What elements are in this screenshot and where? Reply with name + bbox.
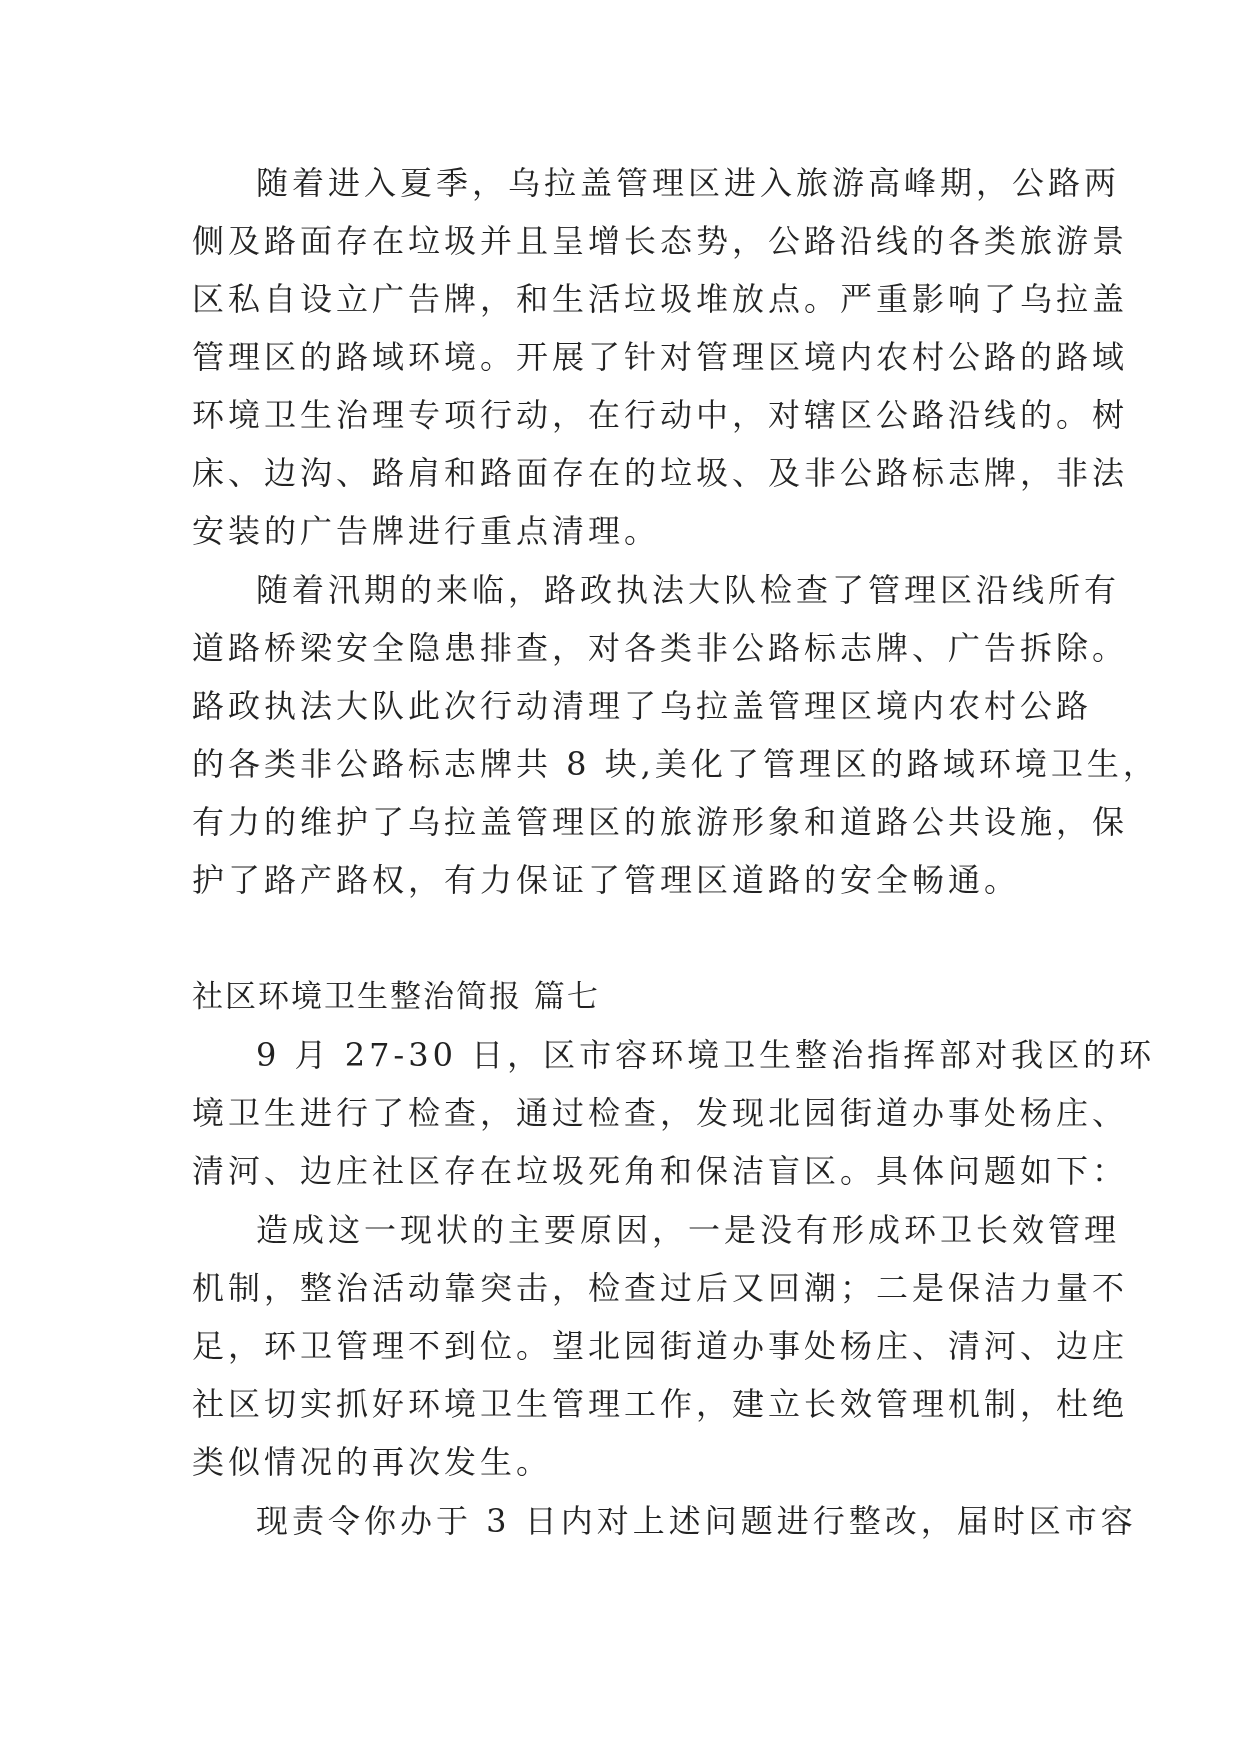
paragraph-1-line-5: 环境卫生治理专项行动，在行动中，对辖区公路沿线的。树 xyxy=(192,396,1129,434)
paragraph-2-line-1: 随着汛期的来临，路政执法大队检查了管理区沿线所有 xyxy=(256,571,1121,609)
paragraph-3-line-2: 境卫生进行了检查，通过检查，发现北园街道办事处杨庄、 xyxy=(192,1094,1129,1132)
paragraph-1-line-4: 管理区的路域环境。开展了针对管理区境内农村公路的路域 xyxy=(192,338,1129,376)
paragraph-1-line-3: 区私自设立广告牌，和生活垃圾堆放点。严重影响了乌拉盖 xyxy=(192,280,1129,318)
paragraph-4-line-5: 类似情况的再次发生。 xyxy=(192,1443,553,1481)
paragraph-4-line-3: 足，环卫管理不到位。望北园街道办事处杨庄、清河、边庄 xyxy=(192,1327,1129,1365)
paragraph-1-line-2: 侧及路面存在垃圾并且呈增长态势，公路沿线的各类旅游景 xyxy=(192,222,1129,260)
paragraph-2-line-6: 护了路产路权，有力保证了管理区道路的安全畅通。 xyxy=(192,861,1021,899)
paragraph-1-line-1: 随着进入夏季，乌拉盖管理区进入旅游高峰期，公路两 xyxy=(256,164,1121,202)
paragraph-2-line-2: 道路桥梁安全隐患排查，对各类非公路标志牌、广告拆除。 xyxy=(192,629,1129,667)
paragraph-3-line-3: 清河、边庄社区存在垃圾死角和保洁盲区。具体问题如下： xyxy=(192,1152,1129,1190)
paragraph-2-line-5: 有力的维护了乌拉盖管理区的旅游形象和道路公共设施，保 xyxy=(192,803,1129,841)
paragraph-2-line-3: 路政执法大队此次行动清理了乌拉盖管理区境内农村公路 xyxy=(192,687,1093,725)
paragraph-5-line-1: 现责令你办于 3 日内对上述问题进行整改，届时区市容 xyxy=(256,1502,1137,1540)
paragraph-2-line-4: 的各类非公路标志牌共 8 块,美化了管理区的路域环境卫生， xyxy=(192,745,1159,783)
paragraph-4-line-4: 社区切实抓好环境卫生管理工作，建立长效管理机制，杜绝 xyxy=(192,1385,1129,1423)
paragraph-1-line-7: 安装的广告牌进行重点清理。 xyxy=(192,512,661,550)
paragraph-1-line-6: 床、边沟、路肩和路面存在的垃圾、及非公路标志牌，非法 xyxy=(192,454,1129,492)
paragraph-4-line-2: 机制，整治活动靠突击，检查过后又回潮；二是保洁力量不 xyxy=(192,1269,1129,1307)
paragraph-4-line-1: 造成这一现状的主要原因，一是没有形成环卫长效管理 xyxy=(256,1211,1121,1249)
paragraph-3-line-1: 9 月 27-30 日，区市容环境卫生整治指挥部对我区的环 xyxy=(256,1036,1156,1074)
section-title: 社区环境卫生整治简报 篇七 xyxy=(192,979,600,1015)
